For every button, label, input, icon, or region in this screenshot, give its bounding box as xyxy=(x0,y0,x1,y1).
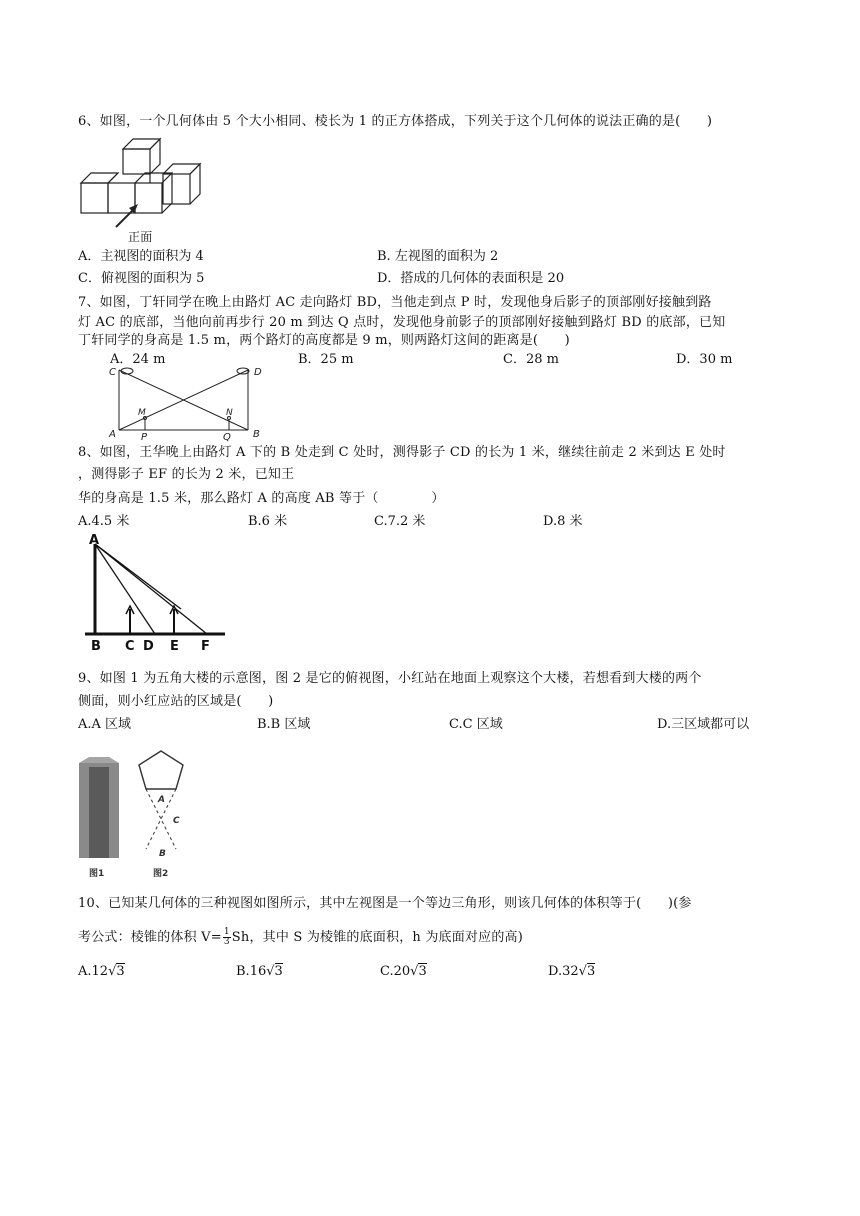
q9-label-fig1: 图1 xyxy=(89,869,105,879)
q10-frac-num: 1 xyxy=(223,927,230,937)
q9-option-d: D.三区域都可以 xyxy=(657,717,750,732)
q9-label-fig2: 图2 xyxy=(153,869,169,879)
q6-option-a: A．主视图的面积为 4 xyxy=(78,249,204,264)
q10-option-c: C.20√3 xyxy=(380,964,427,979)
sqrt-sign: √ xyxy=(266,964,275,979)
q9-option-a: A.A 区域 xyxy=(78,717,132,732)
q8-label-e: E xyxy=(170,639,179,654)
q8-label-b: B xyxy=(91,639,101,654)
q10-line2-pre: 考公式：棱锥的体积 V= xyxy=(78,930,222,945)
q7-label-n: N xyxy=(226,408,233,418)
q8-line2: ，测得影子 EF 的长为 2 米，已知王 xyxy=(78,467,295,482)
q6-option-b: B. 左视图的面积为 2 xyxy=(377,249,499,264)
q7-label-b: B xyxy=(253,429,260,440)
q7-label-q: Q xyxy=(223,432,231,443)
q8-shadow-figure xyxy=(85,534,235,654)
sqrt-sign: √ xyxy=(108,964,117,979)
q8-option-d: D.8 米 xyxy=(543,514,583,529)
q10-option-d: D.32√3 xyxy=(548,964,596,979)
q9-option-c: C.C 区域 xyxy=(449,717,503,732)
q9-line1: 9、如图 1 为五角大楼的示意图，图 2 是它的俯视图，小红站在地面上观察这个大楼，若想看到大楼的两个 xyxy=(78,671,702,686)
q6-option-d: D．搭成的几何体的表面积是 20 xyxy=(377,271,565,286)
q6-figure-label: 正面 xyxy=(128,230,153,244)
q7-line1: 7、如图，丁轩同学在晚上由路灯 AC 走向路灯 BD，当他走到点 P 时，发现他身后影子的顶部刚好接触到路 xyxy=(78,295,712,310)
q7-label-a: A xyxy=(109,429,116,440)
q6-option-c: C．俯视图的面积为 5 xyxy=(78,271,205,286)
q8-label-c: C xyxy=(125,639,135,654)
q9-label-b: B xyxy=(159,849,166,859)
q10-option-a: A.12√3 xyxy=(78,964,125,979)
q7-option-b: B．25 m xyxy=(298,352,354,367)
q10-line2 xyxy=(78,928,523,947)
q10-line1: 10、已知某几何体的三种视图如图所示，其中左视图是一个等边三角形，则该几何体的体积等于( )(参 xyxy=(78,896,692,911)
q10-frac-den: 3 xyxy=(223,937,230,947)
q8-label-f: F xyxy=(201,639,210,654)
q8-label-a: A xyxy=(89,533,100,548)
q10-line2-post: Sh，其中 S 为棱锥的底面积，h 为底面对应的高) xyxy=(231,930,523,945)
q7-option-a: A．24 m xyxy=(110,352,166,367)
q7-option-d: D．30 m xyxy=(676,352,733,367)
q7-line3: 丁轩同学的身高是 1.5 m，两个路灯的高度都是 9 m，则两路灯这间的距离是( ) xyxy=(78,333,570,348)
q8-label-d: D xyxy=(143,639,154,654)
q8-line1: 8、如图，王华晚上由路灯 A 下的 B 处走到 C 处时，测得影子 CD 的长为 1 米，继续往前走 2 米到达 E 处时 xyxy=(78,445,726,460)
q8-option-c: C.7.2 米 xyxy=(374,514,426,529)
q7-label-m: M xyxy=(138,408,146,418)
q7-label-c: C xyxy=(109,367,116,378)
q7-option-c: C．28 m xyxy=(503,352,559,367)
q9-option-b: B.B 区域 xyxy=(257,717,311,732)
q8-option-a: A.4.5 米 xyxy=(78,514,130,529)
sqrt-sign: √ xyxy=(578,964,587,979)
q7-label-p: P xyxy=(141,432,148,443)
q9-label-a: A xyxy=(158,795,165,805)
q7-label-d: D xyxy=(254,367,262,378)
q9-label-c: C xyxy=(173,816,180,826)
q9-line2: 侧面，则小红应站的区域是( ) xyxy=(78,694,274,709)
q6-stem: 6、如图，一个几何体由 5 个大小相同、棱长为 1 的正方体搭成，下列关于这个几何体的说法正确的是( ) xyxy=(78,114,713,129)
sqrt-sign: √ xyxy=(410,964,419,979)
q9-pentagon-figure xyxy=(75,745,205,880)
q7-line2: 灯 AC 的底部，当他向前再步行 20 m 到达 Q 点时，发现他身前影子的顶部刚好接触到路灯 BD 的底部，已知 xyxy=(78,315,726,330)
q10-fraction xyxy=(223,928,231,947)
q10-option-b: B.16√3 xyxy=(236,964,283,979)
q8-line3: 华的身高是 1.5 米，那么路灯 A 的高度 AB 等于（ ） xyxy=(78,491,445,506)
q7-streetlight-figure xyxy=(105,362,265,442)
q8-option-b: B.6 米 xyxy=(248,514,288,529)
